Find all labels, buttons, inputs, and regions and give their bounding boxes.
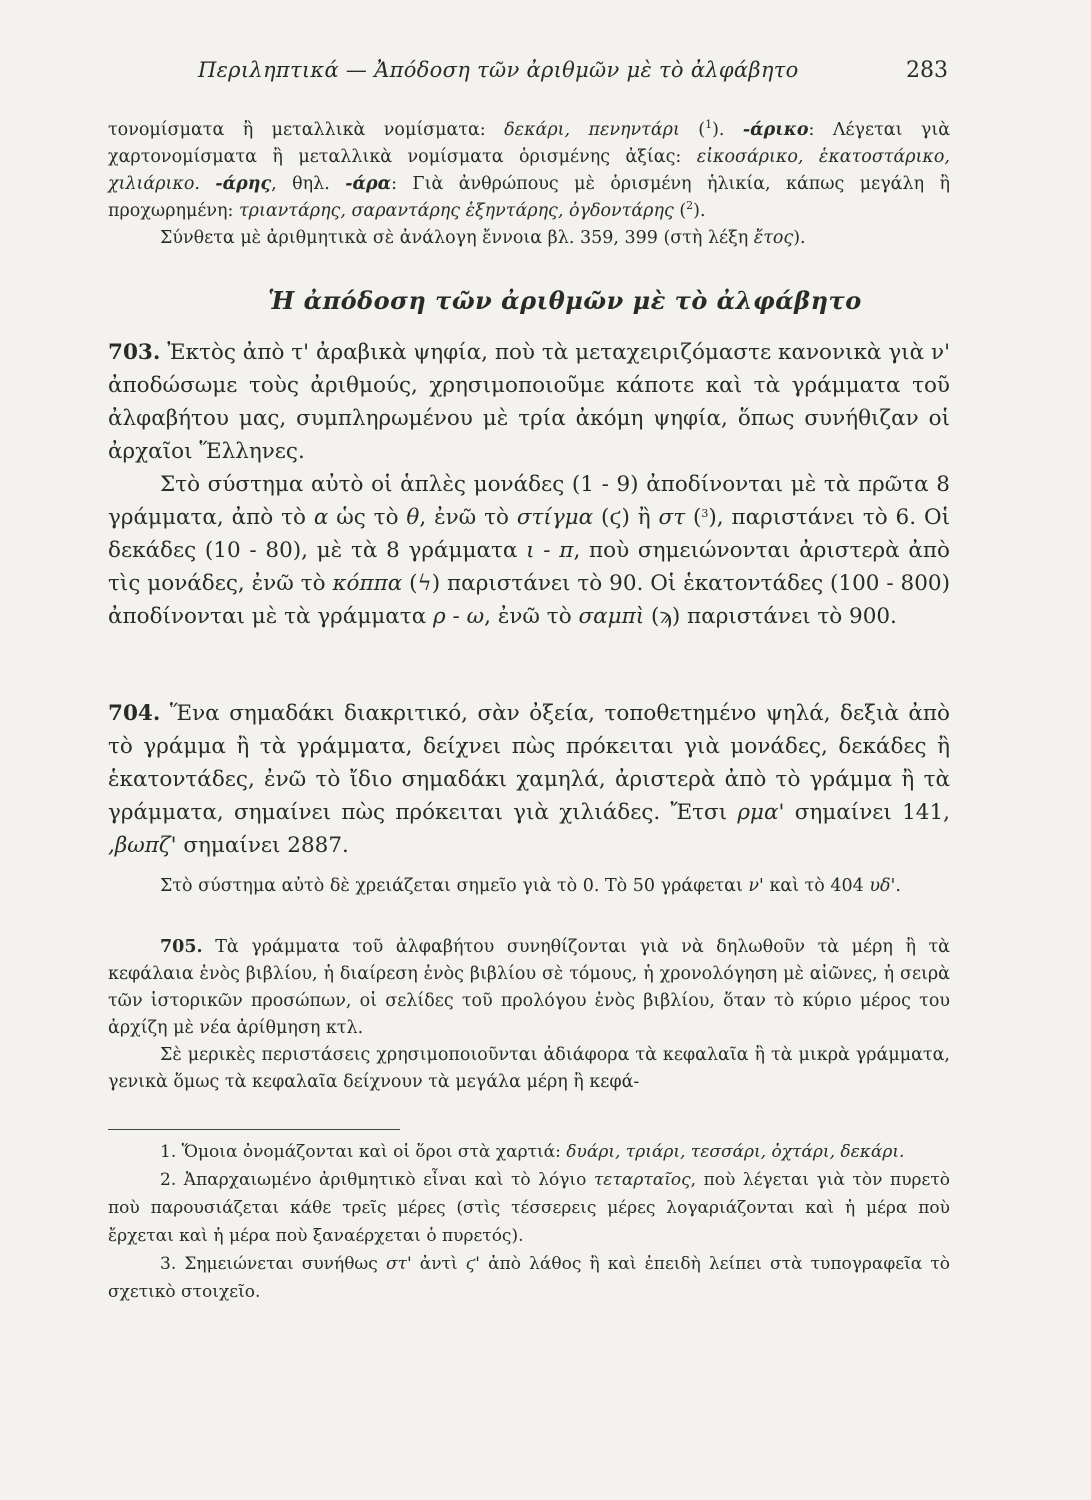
footnote-ref-1: 1 [705,118,713,131]
paragraph-705-case: Σὲ μερικὲς περιστάσεις χρησιμοποιοῦνται ἀδιάφορα τὰ κεφαλαῖα ἢ τὰ μικρὰ γράμματα, γενικὰ ὅμως τὰ κεφαλαῖα δείχνουν τὰ μεγάλα μέρη ἢ κεφά- [108,1045,950,1092]
section-number-704: 704. [108,701,161,726]
footnote-ref-3: 3 [701,507,709,520]
section-number-703: 703. [108,340,161,365]
footnote-1: 1. Ὅμοια ὀνομάζονται καὶ οἱ ὅροι στὰ χαρτιά: δυάρι, τριάρι, τεσσάρι, ὀχτάρι, δεκάρι. [160,1142,905,1162]
intro-paragraph: τονομίσματα ἢ μεταλλικὰ νομίσματα: δεκάρι, πενηντάρι ($^1$). -άρικο: Λέγεται γιὰ χαρτονομίσματα ἢ μεταλλικὰ νομίσματα ὁρισμένης ἀξίας: εἰκοσάρικο, ἑκατοστάρικο, χιλιάρικο. -άρης, θηλ. -άρα: Γιὰ ἀνθρώπους μὲ ὁρισμένη ἡλικία, κάπως μεγάλη ἢ προχωρημένη: τριαντάρης, σαραντάρης ἑξηντάρης, ὀγδοντάρης ($^2$). [108,118,951,221]
footnote-divider [108,1129,400,1130]
paragraph-705: 705. Τὰ γράμματα τοῦ ἀλφαβήτου συνηθίζονται γιὰ νὰ δηλωθοῦν τὰ μέρη ἢ τὰ κεφάλαια ἑνὸς βιβλίου, ἡ διαίρεση ἑνὸς βιβλίου σὲ τόμους, ἡ χρονολόγηση μὲ αἰῶνες, ἡ σειρὰ τῶν ἱστορικῶν προσώπων, οἱ σελίδες τοῦ προλόγου ἑνὸς βιβλίου, ὅταν τὸ κύριο μέρος του ἀρχίζη μὲ νέα ἀρίθμηση κτλ. [108,937,950,1038]
paragraph-704-note: Στὸ σύστημα αὐτὸ δὲ χρειάζεται σημεῖο γιὰ τὸ 0. Τὸ 50 γράφεται ν' καὶ τὸ 404 υδ'. [160,876,901,896]
footnote-3: 3. Σημειώνεται συνήθως στ' ἀντὶ ϛ' ἀπὸ λάθος ἢ καὶ ἐπειδὴ λείπει στὰ τυπογραφεῖα τὸ σχετικὸ στοιχεῖο. [108,1254,950,1302]
section-704 [108,697,950,862]
section-705 [108,934,950,1096]
section-number-705: 705. [160,937,203,957]
section-704-note [108,873,950,900]
paragraph-704: 704. Ἕνα σημαδάκι διακριτικό, σὰν ὀξεία, τοποθετημένο ψηλά, δεξιὰ ἀπὸ τὸ γράμμα ἢ τὰ γράμματα, δείχνει πὼς πρόκειται γιὰ μονάδες, δεκάδες ἢ ἑκατοντάδες, ἐνῶ τὸ ἴδιο σημαδάκι χαμηλά, ἀριστερὰ ἀπὸ τὸ γράμμα ἢ τὰ γράμματα, σημαίνει πὼς πρόκειται γιὰ χιλιάδες. Ἔτσι ρμα' σημαίνει 141, ,βωπζ' σημαίνει 2887. [108,701,950,858]
paragraph-703: 703. Ἐκτὸς ἀπὸ τ' ἀραβικὰ ψηφία, ποὺ τὰ μεταχειριζόμαστε κανονικὰ γιὰ ν' ἀποδώσωμε τοὺς ἀριθμούς, χρησιμοποιοῦμε κάποτε καὶ τὰ γράμματα τοῦ ἀλφαβήτου μας, συμπληρωμένου μὲ τρία ἀκόμη ψηφία, ὅπως συνήθιζαν οἱ ἀρχαῖοι Ἕλληνες. [108,340,950,464]
footnote-ref-2: 2 [686,199,694,212]
running-title: Περιληπτικά — Ἀπόδοση τῶν ἀριθμῶν μὲ τὸ ἀλφάβητο [198,58,799,82]
section-heading: Ἡ ἀπόδοση τῶν ἀριθμῶν μὲ τὸ ἀλφάβητο [268,286,862,315]
paragraph-703-systems: Στὸ σύστημα αὐτὸ οἱ ἁπλὲς μονάδες (1 - 9) ἀποδίνονται μὲ τὰ πρῶτα 8 γράμματα, ἀπὸ τὸ α ὡς τὸ θ, ἐνῶ τὸ στίγμα (ϛ) ἢ στ ($^3$), παριστάνει τὸ 6. Οἱ δεκάδες (10 - 80), μὲ τὰ 8 γράμματα ι - π, ποὺ σημειώνονται ἀριστερὰ ἀπὸ τὶς μονάδες, ἐνῶ τὸ κόππα (ϟ) παριστάνει τὸ 90. Οἱ ἑκατοντάδες (100 - 800) ἀποδίνονται μὲ τὰ γράμματα ρ - ω, ἐνῶ τὸ σαμπὶ (ϡ) παριστάνει τὸ 900. [108,472,950,629]
page-number: 283 [906,58,948,83]
running-head [108,58,950,90]
footnotes [108,1138,950,1306]
intro-block [108,117,950,252]
cross-reference-paragraph: Σύνθετα μὲ ἀριθμητικὰ σὲ ἀνάλογη ἔννοια βλ. 359, 399 (στὴ λέξη ἔτος). [160,228,806,248]
section-703 [108,336,950,633]
footnote-2: 2. Ἀπαρχαιωμένο ἀριθμητικὸ εἶναι καὶ τὸ λόγιο τεταρταῖος, ποὺ λέγεται γιὰ τὸν πυρετὸ ποὺ παρουσιάζεται κάθε τρεῖς μέρες (στὶς τέσσερεις μέρες λογαριάζονται καὶ ἡ μέρα ποὺ ἔρχεται καὶ ἡ μέρα ποὺ ξαναέρχεται ὁ πυρετός). [108,1170,950,1246]
